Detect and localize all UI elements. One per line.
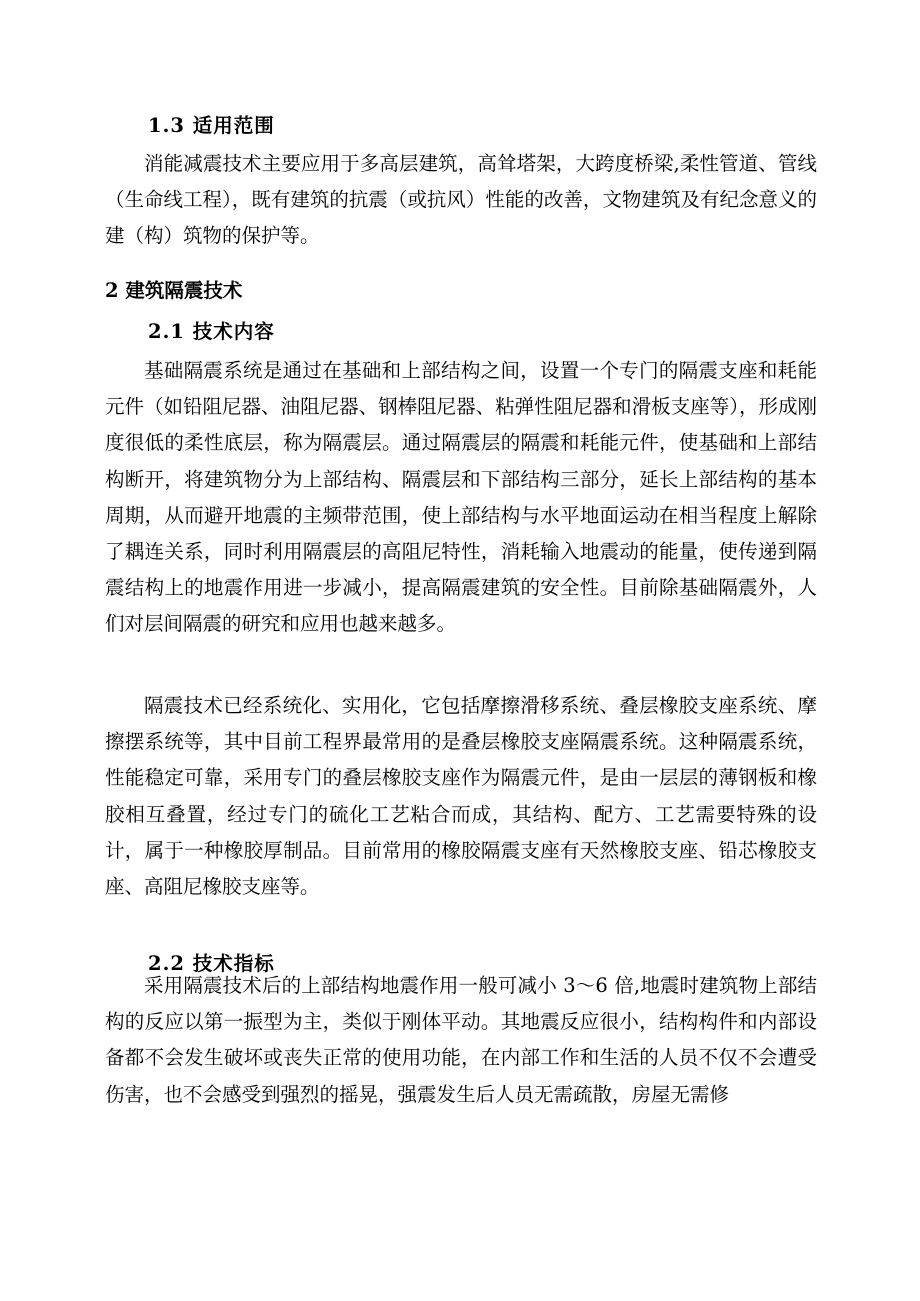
section-2-1-paragraph-2: 隔震技术已经系统化、实用化，它包括摩擦滑移系统、叠层橡胶支座系统、摩擦摆系统等，其中目前工程界最常用的是叠层橡胶支座隔震系统。这种隔震系统，性能稳定可靠，采用专门的叠层橡胶支座作为隔震元件，是由一层层的薄钢板和橡胶相互叠置，经过专门的硫化工艺粘合而成，其结构、配方、工艺需要特殊的设计，属于一种橡胶厚制品。目前常用的橡胶隔震支座有天然橡胶支座、铅芯橡胶支座、高阻尼橡胶支座等。 [105,694,817,899]
section-2-2-heading: 2.2 技术指标 [148,952,275,975]
section-2-heading: 2 建筑隔震技术 [105,279,243,302]
section-2-1-paragraph-1: 基础隔震系统是通过在基础和上部结构之间，设置一个专门的隔震支座和耗能元件（如铅阻尼器、油阻尼器、钢棒阻尼器、粘弹性阻尼器和滑板支座等），形成刚度很低的柔性底层，称为隔震层。通过隔震层的隔震和耗能元件，使基础和上部结构断开，将建筑物分为上部结构、隔震层和下部结构三部分，延长上部结构的基本周期，从而避开地震的主频带范围，使上部结构与水平地面运动在相当程度上解除了耦连关系，同时利用隔震层的高阻尼特性，消耗输入地震动的能量，使传递到隔震结构上的地震作用进一步减小，提高隔震建筑的安全性。目前除基础隔震外，人们对层间隔震的研究和应用也越来越多。 [105,359,817,636]
section-1-3-paragraph: 消能减震技术主要应用于多高层建筑，高耸塔架，大跨度桥梁,柔性管道、管线（生命线工程），既有建筑的抗震（或抗风）性能的改善，文物建筑及有纪念意义的建（构）筑物的保护等。 [105,152,817,248]
section-1-3-heading: 1.3 适用范围 [148,114,275,137]
section-2-1-heading: 2.1 技术内容 [148,320,275,343]
section-2-2-paragraph: 采用隔震技术后的上部结构地震作用一般可减小 3～6 倍,地震时建筑物上部结构的反应以第一振型为主，类似于刚体平动。其地震反应很小，结构构件和内部设备都不会发生破坏或丧失正常的使用功能，在内部工作和生活的人员不仅不会遭受伤害，也不会感受到强烈的摇晃，强震发生后人员无需疏散，房屋无需修 [105,974,817,1106]
